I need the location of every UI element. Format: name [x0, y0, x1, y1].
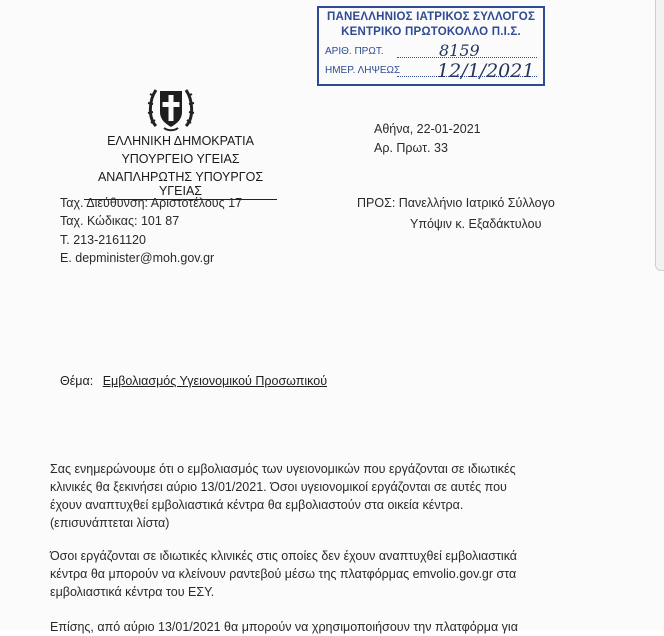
subject-value: Εμβολιασμός Υγειονομικού Προσωπικού — [102, 374, 328, 388]
greek-coat-of-arms-icon — [146, 82, 196, 132]
place-date: Αθήνα, 22-01-2021 — [374, 122, 481, 136]
protocol-number: Αρ. Πρωτ. 33 — [374, 141, 448, 155]
paragraph-line: Όσοι εργάζονται σε ιδιωτικές κλινικές στις οποίες δεν έχουν αναπτυχθεί εμβολιαστικά — [50, 549, 518, 563]
attention-line: Υπόψιν κ. Εξαδάκτυλου — [410, 217, 542, 231]
country-name: ΕΛΛΗΝΙΚΗ ΔΗΜΟΚΡΑΤΙΑ — [107, 134, 254, 148]
stamp-number-label: ΑΡΙΘ. ΠΡΩΤ. — [325, 46, 384, 57]
subject-label: Θέμα: — [60, 374, 94, 388]
paragraph-line: εμβολιαστικά κέντρα του ΕΣΥ. — [50, 585, 215, 599]
ministry-name: ΥΠΟΥΡΓΕΙΟ ΥΓΕΙΑΣ — [121, 152, 240, 166]
paragraph-line: έχουν αναπτυχθεί εμβολιαστικά κέντρα θα εμβολιαστούν στα οικεία κέντρα. — [50, 498, 464, 512]
postal-address: Ταχ. Διεύθυνση: Αριστοτέλους 17 — [60, 196, 243, 210]
paragraph-platform — [50, 618, 615, 636]
paragraph-line: (επισυνάπτεται λίστα) — [50, 516, 170, 530]
paragraph-line: κέντρα θα μπορούν να κλείνουν ραντεβού μέσω της πλατφόρμας emvolio.gov.gr στα — [50, 567, 517, 581]
paragraph-line: Επίσης, από αύριο 13/01/2021 θα μπορούν να χρησιμοποιήσουν την πλατφόρμα για — [50, 620, 518, 634]
subject-line — [60, 374, 327, 388]
stamp-date-label: ΗΜΕΡ. ΛΗΨΕΩΣ — [325, 65, 401, 76]
stamp-number-value: 8159 — [439, 41, 480, 60]
protocol-stamp — [317, 6, 545, 86]
paragraph-vaccination-start — [50, 460, 615, 532]
paragraph-appointments — [50, 547, 615, 601]
stamp-protocol-title: ΚΕΝΤΡΙΚΟ ΠΡΩΤΟΚΟΛΛΟ Π.Ι.Σ. — [341, 26, 521, 38]
recipient: ΠΡΟΣ: Πανελλήνιο Ιατρικό Σύλλογο — [357, 196, 555, 210]
paragraph-line: Σας ενημερώνουμε ότι ο εμβολιασμός των υγειονομικών που εργάζονται σε ιδιωτικές — [50, 462, 516, 476]
stamp-org: ΠΑΝΕΛΛΗΝΙΟΣ ΙΑΤΡΙΚΟΣ ΣΥΛΛΟΓΟΣ — [326, 11, 536, 23]
stamp-date-value: 12/1/2021 — [437, 60, 535, 82]
phone-number: Τ. 213-2161120 — [60, 233, 146, 247]
paragraph-line: κλινικές θα ξεκινήσει αύριο 13/01/2021. Όσοι υγειονομικοί εργάζονται σε αυτές που — [50, 480, 507, 494]
postal-code: Ταχ. Κώδικας: 101 87 — [60, 214, 180, 228]
email-address: E. depminister@moh.gov.gr — [60, 251, 215, 265]
office-name: ΑΝΑΠΛΗΡΩΤΗΣ ΥΠΟΥΡΓΟΣ ΥΓΕΙΑΣ — [84, 170, 277, 200]
page-edge — [655, 0, 664, 271]
